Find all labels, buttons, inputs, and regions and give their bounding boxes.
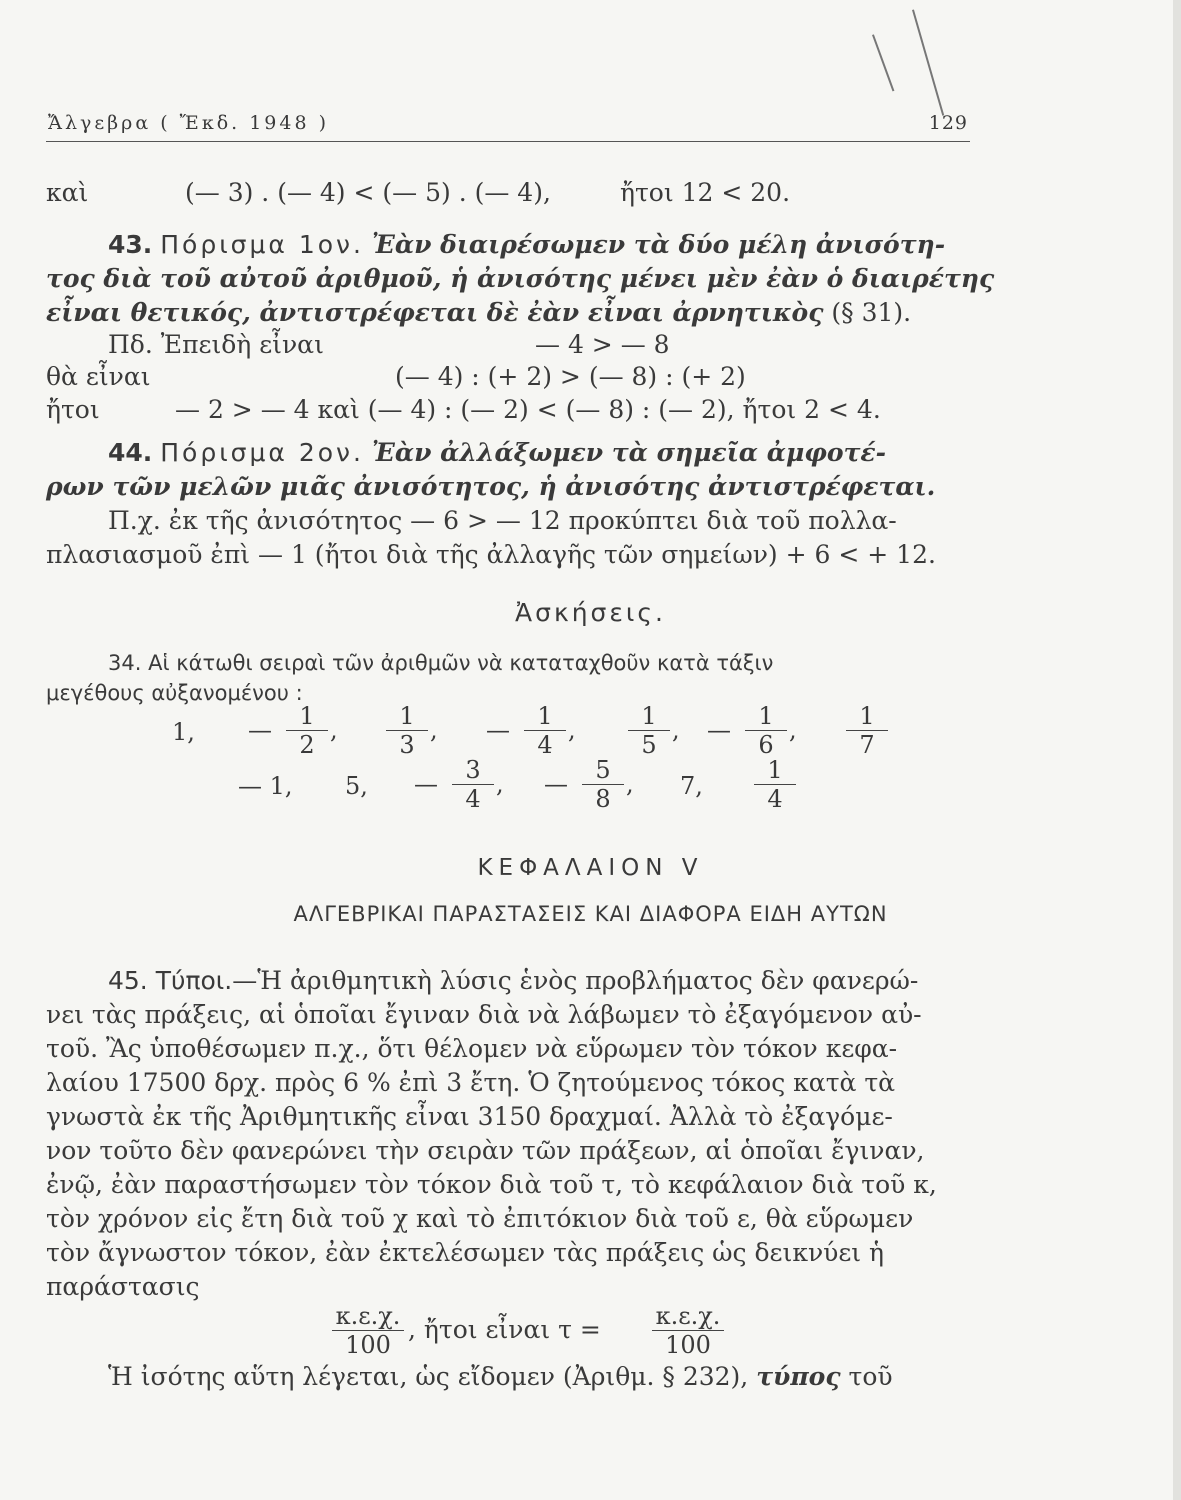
inequality-result: ἤτοι 12 < 20. <box>620 178 791 207</box>
paragraph-45-line-7: ἐνῷ, ἐὰν παραστήσωμεν τὸν τόκον διὰ τοῦ τ, τὸ κεφάλαιον διὰ τοῦ κ, <box>46 1170 937 1199</box>
series-term: 7, <box>680 772 703 800</box>
formula-text: , ἤτοι εἶναι τ = <box>408 1315 601 1344</box>
fraction <box>382 702 432 759</box>
fraction-denominator: 4 <box>767 785 783 813</box>
fraction-numerator: 5 <box>595 756 611 784</box>
paragraph-45-line-4: λαίου 17500 δρχ. πρὸς 6 % ἐπὶ 3 ἔτη. Ὁ ζητούμενος τόκος κατὰ τὰ <box>46 1068 896 1097</box>
exercises-title: Ἀσκήσεις. <box>515 598 666 627</box>
series-term: 5, <box>345 772 368 800</box>
fraction-denominator: 4 <box>465 785 481 813</box>
section-reference: (§ 31). <box>831 298 912 327</box>
header-rule <box>46 141 970 142</box>
paragraph-45-line-6: νον τοῦτο δὲν φανερώνει τὴν σειρὰν τῶν πράξεων, αἱ ὁποῖαι ἔγιναν, <box>46 1136 925 1165</box>
paragraph-text: τοῦ <box>848 1362 893 1391</box>
fraction-numerator: 1 <box>399 702 415 730</box>
example-label: ἤτοι <box>46 395 100 424</box>
theorem-text: Ἐὰν διαιρέσωμεν τὰ δύο μέλη ἀνισότη- <box>371 230 946 259</box>
exercise-34-line-1: 34. Αἱ κάτωθι σειραὶ τῶν ἀριθμῶν νὰ καταταχθοῦν κατὰ τάξιν <box>108 651 774 675</box>
paragraph-number: 45. <box>108 966 148 995</box>
fraction-sign: — <box>414 770 438 798</box>
paragraph-number: 44. <box>108 438 153 467</box>
fraction-sign: — <box>248 716 272 744</box>
inequality-expr: (— 3) . (— 4) < (— 5) . (— 4), <box>185 178 551 207</box>
fraction <box>578 756 628 813</box>
paragraph-heading: Τύποι. <box>155 966 233 995</box>
fraction <box>741 702 791 759</box>
paragraph-45-line-3: τοῦ. Ἂς ὑποθέσωμεν π.χ., ὅτι θέλομεν νὰ εὕρωμεν τὸν τόκον κεφα- <box>46 1034 898 1063</box>
fraction-numerator: κ.ε.χ. <box>655 1302 721 1330</box>
theorem-text: εἶναι θετικός, ἀντιστρέφεται δὲ ἐὰν εἶναι ἀρνητικὸς <box>46 298 824 327</box>
series-term: — 1, <box>238 772 293 800</box>
term-typos: τύπος <box>756 1362 841 1391</box>
paragraph-45-line-5: γνωστὰ ἐκ τῆς Ἀριθμητικῆς εἶναι 3150 δραχμαί. Ἀλλὰ τὸ ἐξαγόμε- <box>46 1102 893 1131</box>
fraction-denominator: 100 <box>345 1331 391 1359</box>
fraction-denominator: 8 <box>595 785 611 813</box>
text-line <box>46 178 88 208</box>
example-label: Πδ. Ἐπειδὴ εἶναι <box>108 330 324 359</box>
paragraph-43-line-3 <box>46 298 911 328</box>
fraction-separator: , <box>626 770 634 798</box>
paragraph-44-line-4: πλασιασμοῦ ἐπὶ — 1 (ἤτοι διὰ τῆς ἀλλαγῆς τῶν σημείων) + 6 < + 12. <box>46 540 936 569</box>
chapter-subtitle: ΑΛΓΕΒΡΙΚΑΙ ΠΑΡΑΣΤΑΣΕΙΣ ΚΑΙ ΔΙΑΦΟΡΑ ΕΙΔΗ ΑΥΤΩΝ <box>293 902 888 926</box>
paragraph-45-line-8: τὸν χρόνον εἰς ἔτη διὰ τοῦ χ καὶ τὸ ἐπιτόκιον διὰ τοῦ ε, θὰ εὕρωμεν <box>46 1204 914 1233</box>
fraction-denominator: 3 <box>399 731 415 759</box>
fraction <box>624 702 674 759</box>
fraction-numerator: κ.ε.χ. <box>335 1302 401 1330</box>
example-expr: (— 4) : (+ 2) > (— 8) : (+ 2) <box>395 362 746 391</box>
fraction-numerator: 1 <box>767 756 783 784</box>
fraction-numerator: 1 <box>537 702 553 730</box>
paragraph-text: —Ἡ ἀριθμητικὴ λύσις ἑνὸς προβλήματος δὲν φανερώ- <box>232 966 919 995</box>
example-label: θὰ εἶναι <box>46 362 151 391</box>
fraction-separator: , <box>789 716 797 744</box>
paragraph-43-line-1 <box>108 230 945 260</box>
formula-fraction <box>328 1302 408 1359</box>
series-lead: 1, <box>172 718 195 746</box>
scratch-mark <box>912 9 944 115</box>
fraction <box>282 702 332 759</box>
fraction <box>842 702 892 759</box>
fraction-sign: — <box>707 716 731 744</box>
fraction-numerator: 1 <box>758 702 774 730</box>
fraction-denominator: 2 <box>299 731 315 759</box>
paragraph-44-line-3: Π.χ. ἐκ τῆς ἀνισότητος — 6 > — 12 προκύπτει διὰ τοῦ πολλα- <box>108 506 897 535</box>
paragraph-heading: Πόρισμα 2ον. <box>160 438 364 467</box>
fraction <box>520 702 570 759</box>
fraction <box>750 756 800 813</box>
example-expr: — 2 > — 4 καὶ (— 4) : (— 2) < (— 8) : (— 2), ἤτοι 2 < 4. <box>175 395 881 424</box>
page-number: 129 <box>928 112 968 134</box>
paragraph-45-line-1 <box>108 966 918 996</box>
fraction-denominator: 7 <box>859 731 875 759</box>
fraction-numerator: 1 <box>641 702 657 730</box>
fraction-numerator: 1 <box>299 702 315 730</box>
fraction-sign: — <box>544 770 568 798</box>
running-header <box>48 112 968 142</box>
paragraph-45-last-line <box>108 1362 893 1392</box>
header-title: Ἄλγεβρα ( Ἔκδ. 1948 ) <box>48 112 330 134</box>
paragraph-text: Ἡ ἰσότης αὕτη λέγεται, ὡς εἴδομεν (Ἀριθμ. § 232), <box>108 1362 749 1391</box>
exercise-34-line-2: μεγέθους αὐξανομένου : <box>46 681 303 705</box>
fraction-denominator: 5 <box>641 731 657 759</box>
scratch-mark <box>872 34 894 91</box>
page-edge-shadow <box>1173 0 1181 1500</box>
theorem-text: Ἐὰν ἀλλάξωμεν τὰ σημεῖα ἀμφοτέ- <box>371 438 886 467</box>
fraction <box>448 756 498 813</box>
fraction-numerator: 1 <box>859 702 875 730</box>
paragraph-heading: Πόρισμα 1ον. <box>160 230 364 259</box>
paragraph-45-line-10: παράστασις <box>46 1272 200 1301</box>
paragraph-44-line-2: ρων τῶν μελῶν μιᾶς ἀνισότητος, ἡ ἀνισότης ἀντιστρέφεται. <box>46 472 936 501</box>
paragraph-45-line-9: τὸν ἄγνωστον τόκον, ἐὰν ἐκτελέσωμεν τὰς πράξεις ὡς δεικνύει ἡ <box>46 1238 885 1267</box>
fraction-separator: , <box>568 716 576 744</box>
chapter-title: ΚΕΦΑΛΑΙΟΝ V <box>477 855 704 881</box>
paragraph-45-line-2: νει τὰς πράξεις, αἱ ὁποῖαι ἔγιναν διὰ νὰ λάβωμεν τὸ ἐξαγόμενον αὐ- <box>46 1000 922 1029</box>
fraction-separator: , <box>430 716 438 744</box>
fraction-denominator: 6 <box>758 731 774 759</box>
fraction-denominator: 100 <box>665 1331 711 1359</box>
formula-fraction <box>648 1302 728 1359</box>
word-kai: καὶ <box>46 178 89 207</box>
fraction-separator: , <box>672 716 680 744</box>
paragraph-43-line-2: τος διὰ τοῦ αὐτοῦ ἀριθμοῦ, ἡ ἀνισότης μένει μὲν ἐὰν ὁ διαιρέτης <box>46 264 995 293</box>
fraction-numerator: 3 <box>465 756 481 784</box>
paragraph-44-line-1 <box>108 438 886 468</box>
fraction-denominator: 4 <box>537 731 553 759</box>
paragraph-number: 43. <box>108 230 153 259</box>
fraction-separator: , <box>496 770 504 798</box>
fraction-sign: — <box>486 716 510 744</box>
example-expr: — 4 > — 8 <box>535 330 670 359</box>
fraction-separator: , <box>330 716 338 744</box>
